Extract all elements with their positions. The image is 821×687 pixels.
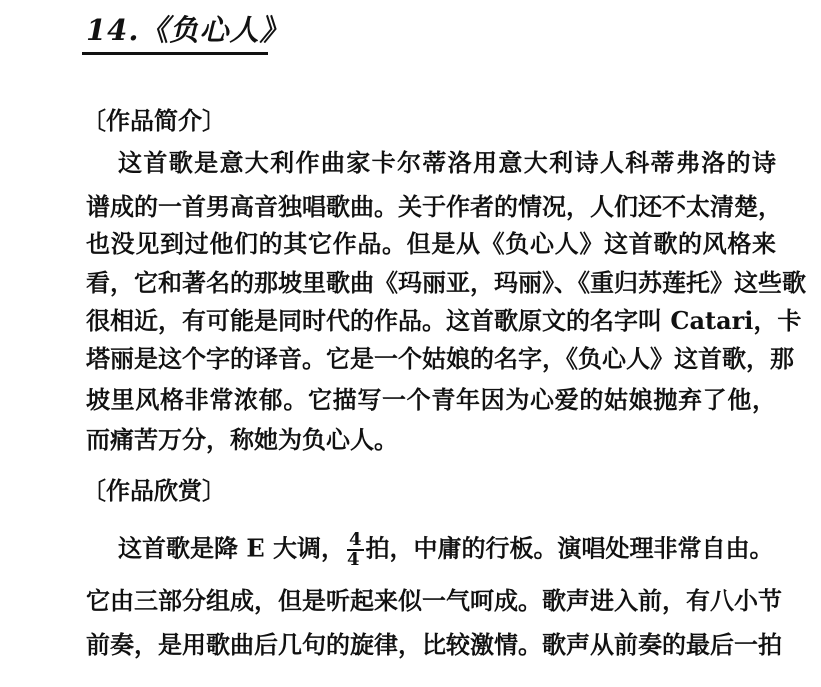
paragraph-line: 这首歌是意大利作曲家卡尔蒂洛用意大利诗人科蒂弗洛的诗	[118, 148, 776, 177]
paragraph-line: 也没见到过他们的其它作品。但是从《负心人》这首歌的风格来	[86, 229, 776, 258]
paragraph-line: 谱成的一首男高音独唱歌曲。关于作者的情况，人们还不太清楚，	[86, 192, 782, 221]
paragraph-line: 前奏，是用歌曲后几句的旋律，比较激情。歌声从前奏的最后一拍	[86, 630, 782, 659]
paragraph-line: 很相近，有可能是同时代的作品。这首歌原文的名字叫 Catari，卡	[86, 306, 802, 335]
paragraph-line-time-signature	[118, 531, 776, 569]
time-signature-fraction	[347, 531, 364, 569]
time-signature-numerator: 4	[349, 529, 362, 550]
text-segment: 拍，中庸的行板。演唱处理非常自由。	[365, 533, 774, 563]
paragraph-line: 坡里风格非常浓郁。它描写一个青年因为心爱的姑娘抛弃了他，	[86, 385, 776, 414]
section-heading-intro: 〔作品简介〕	[82, 106, 226, 135]
time-signature-denominator: 4	[347, 549, 360, 570]
paragraph-line: 塔丽是这个字的译音。它是一个姑娘的名字，《负心人》这首歌，那	[86, 344, 794, 373]
paragraph-line: 看，它和著名的那坡里歌曲《玛丽亚，玛丽》、《重归苏莲托》这些歌	[86, 268, 806, 297]
section-heading-appreciation: 〔作品欣赏〕	[82, 476, 226, 505]
text-segment: 这首歌是降 E 大调，	[118, 533, 346, 563]
title-underline	[82, 52, 268, 55]
paragraph-line: 它由三部分组成，但是听起来似一气呵成。歌声进入前，有八小节	[86, 586, 782, 615]
chapter-title: 14.《负心人》	[86, 13, 290, 47]
paragraph-line: 而痛苦万分，称她为负心人。	[86, 425, 398, 454]
